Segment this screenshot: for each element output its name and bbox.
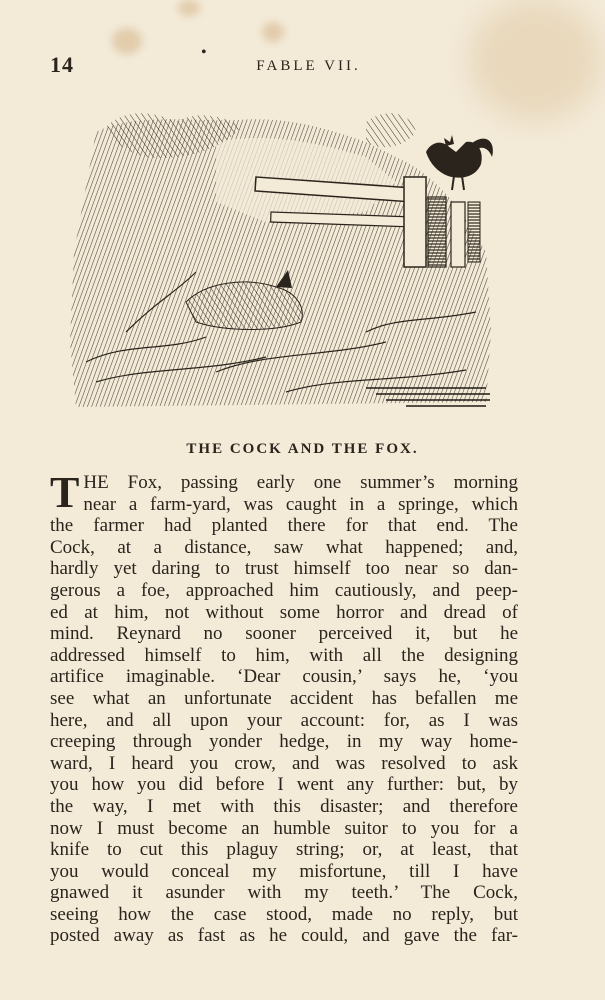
body-line: ward, I heard you crow, and was resolved to ask [50, 752, 518, 774]
body-line: seeing how the case stood, made no reply, but [50, 903, 518, 925]
body-line: mind. Reynard no sooner perceived it, but he [50, 623, 518, 645]
body-line: here, and all upon your account: for, as I was [50, 709, 518, 731]
body-line: knife to cut this plaguy string; or, at least, that [50, 839, 518, 861]
body-line: hardly yet daring to trust himself too near so dan- [50, 558, 518, 580]
body-line: near a farm-yard, was caught in a springe, which [83, 493, 518, 515]
fable-body [50, 468, 518, 947]
body-line: see what an unfortunate accident has befallen me [50, 687, 518, 709]
paper-stain [178, 0, 200, 16]
body-line: gerous a foe, approached him cautiously, and peep- [50, 579, 518, 601]
body-line: posted away as fast as he could, and gave the far- [50, 925, 518, 947]
body-line: Cock, at a distance, saw what happened; and, [50, 536, 518, 558]
body-line: the way, I met with this disaster; and therefore [50, 795, 518, 817]
body-line: creeping through yonder hedge, in my way home- [50, 731, 518, 753]
body-line: now I must become an humble suitor to you for a [50, 817, 518, 839]
paper-stain [112, 28, 142, 54]
paper-stain [262, 22, 284, 42]
body-line: gnawed it asunder with my teeth.’ The Cock, [50, 882, 518, 904]
drop-cap: T [50, 468, 80, 517]
body-line: HE Fox, passing early one summer’s morning [83, 472, 518, 493]
body-line: you would conceal my misfortune, till I have [50, 860, 518, 882]
body-line: addressed himself to him, with all the designing [50, 644, 518, 666]
body-line: the farmer had planted there for that end. The [50, 515, 518, 537]
body-line: ed at him, not without some horror and dread of [50, 601, 518, 623]
page-number: 14 [50, 52, 74, 77]
ornament-dot: • [201, 44, 207, 61]
woodcut-cock-fox-icon [66, 102, 494, 420]
fable-title: THE COCK AND THE FOX. [186, 441, 419, 457]
body-line: artifice imaginable. ‘Dear cousin,’ says he, ‘you [50, 666, 518, 688]
running-title: FABLE VII. [256, 58, 361, 74]
body-line: you how you did before I went any further: but, by [50, 774, 518, 796]
